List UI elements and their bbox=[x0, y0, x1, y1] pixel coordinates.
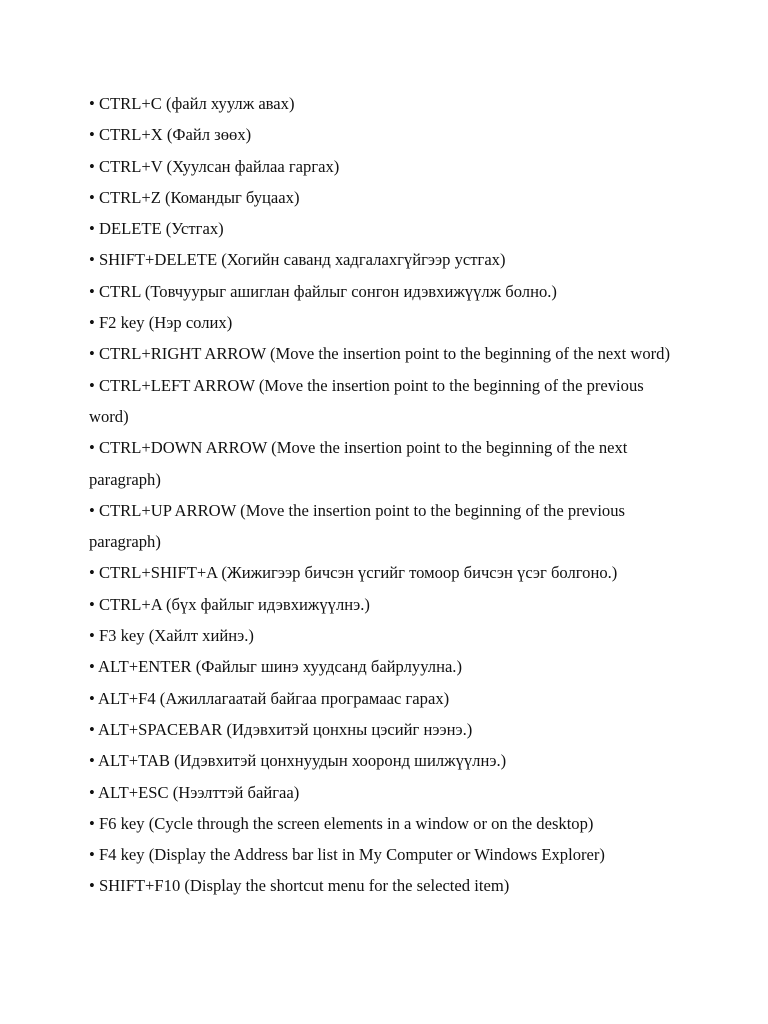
list-item: • ALT+SPACEBAR (Идэвхитэй цонхны цэсийг нээнэ.) bbox=[89, 719, 473, 739]
list-item: • CTRL+UP ARROW (Move the insertion point to the beginning of the previous paragraph) bbox=[89, 500, 625, 552]
list-item: • F2 key (Нэр солих) bbox=[89, 313, 233, 333]
list-item: • ALT+ESC (Нээлттэй байгаа) bbox=[89, 782, 300, 802]
list-item: • CTRL+X (Файл зөөх) bbox=[89, 125, 252, 145]
list-item: • DELETE (Устгах) bbox=[89, 219, 224, 239]
list-item: • SHIFT+F10 (Display the shortcut menu for the selected item) bbox=[89, 876, 510, 896]
list-item: • CTRL+C (файл хуулж авах) bbox=[89, 94, 295, 113]
list-item: • CTRL+DOWN ARROW (Move the insertion point to the beginning of the next paragraph) bbox=[89, 438, 628, 489]
list-item: • ALT+TAB (Идэвхитэй цонхнуудын хооронд шилжүүлнэ.) bbox=[89, 751, 507, 771]
list-item: • F3 key (Хайлт хийнэ.) bbox=[89, 626, 254, 646]
list-item: • CTRL+RIGHT ARROW (Move the insertion point to the beginning of the next word) bbox=[89, 344, 670, 364]
list-item: • CTRL+Z (Командыг буцаах) bbox=[89, 187, 300, 207]
list-item: • CTRL+V (Хуулсан файлаа гаргах) bbox=[89, 156, 340, 176]
list-item: • ALT+F4 (Ажиллагаатай байгаа програмаас гарах) bbox=[89, 688, 450, 708]
list-item: • CTRL (Товчуурыг ашиглан файлыг сонгон идэвхижүүлж болно.) bbox=[89, 281, 557, 301]
list-item: • CTRL+SHIFT+A (Жижигээр бичсэн үсгийг томоор бичсэн үсэг болгоно.) bbox=[89, 563, 618, 583]
shortcut-list bbox=[89, 88, 674, 902]
list-item: • CTRL+LEFT ARROW (Move the insertion point to the beginning of the previous word) bbox=[89, 375, 644, 426]
list-item: • F6 key (Cycle through the screen elements in a window or on the desktop) bbox=[89, 813, 594, 833]
list-item: • CTRL+A (бүх файлыг идэвхижүүлнэ.) bbox=[89, 594, 370, 614]
list-item: • F4 key (Display the Address bar list in My Computer or Windows Explorer) bbox=[89, 845, 605, 865]
list-item: • SHIFT+DELETE (Хогийн саванд хадгалахгүйгээр устгах) bbox=[89, 250, 506, 270]
list-item: • ALT+ENTER (Файлыг шинэ хуудсанд байрлуулна.) bbox=[89, 657, 462, 677]
